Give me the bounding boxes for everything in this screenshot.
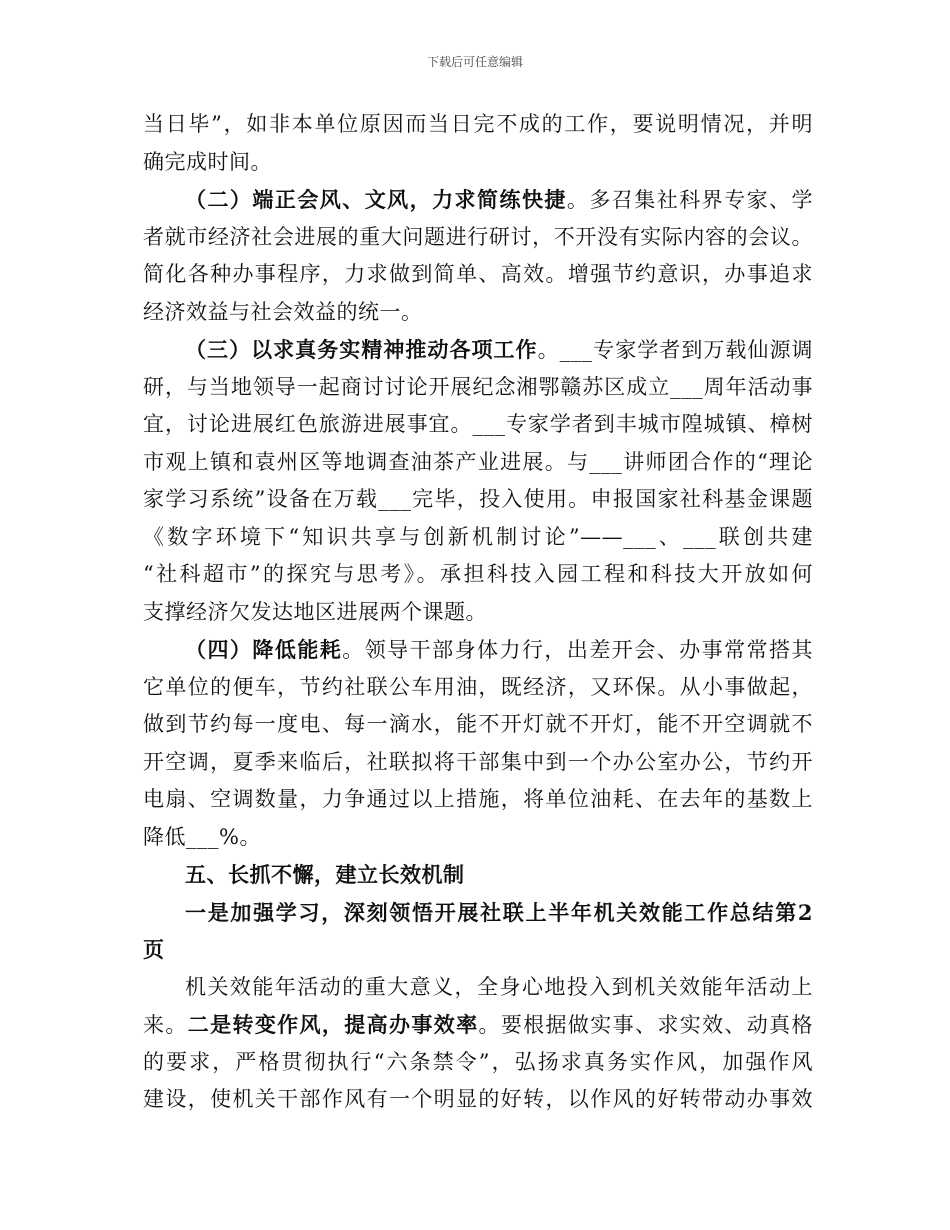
text-line: [143, 181, 813, 219]
text-line: [143, 631, 813, 669]
text-line: [143, 481, 813, 519]
bold-text-span: 一是加强学习，深刻领悟开展社联上半年机关效能工作总结第2: [185, 899, 813, 925]
text-line: [143, 256, 813, 294]
text-span: 。要根据做实事、求实效、动真格: [478, 1013, 814, 1037]
text-line: [143, 669, 813, 707]
text-span: 开空调，夏季来临后，社联拟将干部集中到一个办公室办公，节约开: [143, 749, 813, 774]
text-span: 宜，讨论进展红色旅游进展事宜。___专家学者到丰城市隍城镇、樟树: [143, 412, 813, 436]
text-span: 简化各种办事程序，力求做到简单、高效。增强节约意识，办事追求: [143, 262, 813, 286]
text-line: [143, 144, 813, 182]
text-line: [143, 969, 813, 1007]
text-line: [143, 744, 813, 782]
text-span: 的要求，严格贯彻执行“六条禁令”，弘扬求真务实作风，加强作风: [143, 1049, 813, 1074]
page-header: 下载后可任意编辑: [426, 55, 523, 69]
text-line: [143, 444, 813, 482]
text-span: 降低___%。: [143, 824, 261, 849]
text-line: [143, 894, 813, 932]
text-line: [143, 819, 813, 857]
text-span: 经济效益与社会效益的统一。: [143, 299, 423, 324]
bold-text-span: 页: [143, 937, 165, 962]
text-span: 支撑经济欠发达地区进展两个课题。: [143, 599, 487, 624]
text-line: [143, 219, 813, 257]
text-span: 它单位的便车，节约社联公车用油，既经济，又环保。从小事做起，: [143, 674, 813, 699]
text-line: [143, 781, 813, 819]
bold-text-span: 二是转变作风，提高办事效率: [187, 1012, 479, 1037]
text-span: “社科超市”的探究与思考》。承担科技入园工程和科技大开放如何: [143, 562, 813, 586]
text-line: [143, 106, 813, 144]
text-line: [143, 1044, 813, 1082]
bold-text-span: （三）以求真务实精神推动各项工作: [185, 337, 538, 362]
text-span: 者就市经济社会进展的重大问题进行研讨，不开没有实际内容的会议。: [143, 224, 813, 249]
text-span: 建设，使机关干部作风有一个明显的好转，以作风的好转带动办事效: [143, 1087, 813, 1111]
text-line: [143, 406, 813, 444]
text-line: [143, 706, 813, 744]
text-span: 家学习系统”设备在万载___完毕，投入使用。申报国家社科基金课题: [143, 487, 813, 511]
text-line: [143, 519, 813, 557]
text-line: [143, 369, 813, 407]
text-span: 。___专家学者到万载仙源调: [537, 338, 814, 362]
text-span: 来。: [143, 1013, 188, 1037]
text-span: 。多召集社科界专家、学: [566, 188, 814, 212]
text-line: [143, 556, 813, 594]
text-span: 机关效能年活动的重大意义，全身心地投入到机关效能年活动上: [185, 974, 813, 999]
bold-text-span: 五、长抓不懈，建立长效机制: [185, 862, 465, 887]
text-line: [143, 294, 813, 332]
text-span: 市观上镇和袁州区等地调查油茶产业进展。与___讲师团合作的“理论: [143, 449, 813, 474]
text-line: [143, 331, 813, 369]
bold-text-span: （四）降低能耗: [185, 637, 343, 662]
text-line: [143, 856, 813, 894]
text-span: 研，与当地领导一起商讨讨论开展纪念湘鄂赣苏区成立___周年活动事: [143, 374, 813, 399]
text-line: [143, 594, 813, 632]
bold-text-span: （二）端正会风、文风，力求简练快捷: [185, 187, 567, 212]
document-body: [143, 106, 813, 1119]
text-span: 电扇、空调数量，力争通过以上措施，将单位油耗、在去年的基数上: [143, 787, 813, 811]
text-line: [143, 1081, 813, 1119]
text-span: 确完成时间。: [143, 149, 272, 174]
text-span: 《数字环境下“知识共享与创新机制讨论”——___、___联创共建: [143, 524, 813, 549]
text-span: 。领导干部身体力行，出差开会、办事常常搭其: [342, 638, 814, 662]
text-span: 做到节约每一度电、每一滴水，能不开灯就不开灯，能不开空调就不: [143, 712, 813, 736]
text-line: [143, 931, 813, 969]
text-line: [143, 1006, 813, 1044]
text-span: 当日毕”，如非本单位原因而当日完不成的工作，要说明情况，并明: [143, 112, 813, 136]
